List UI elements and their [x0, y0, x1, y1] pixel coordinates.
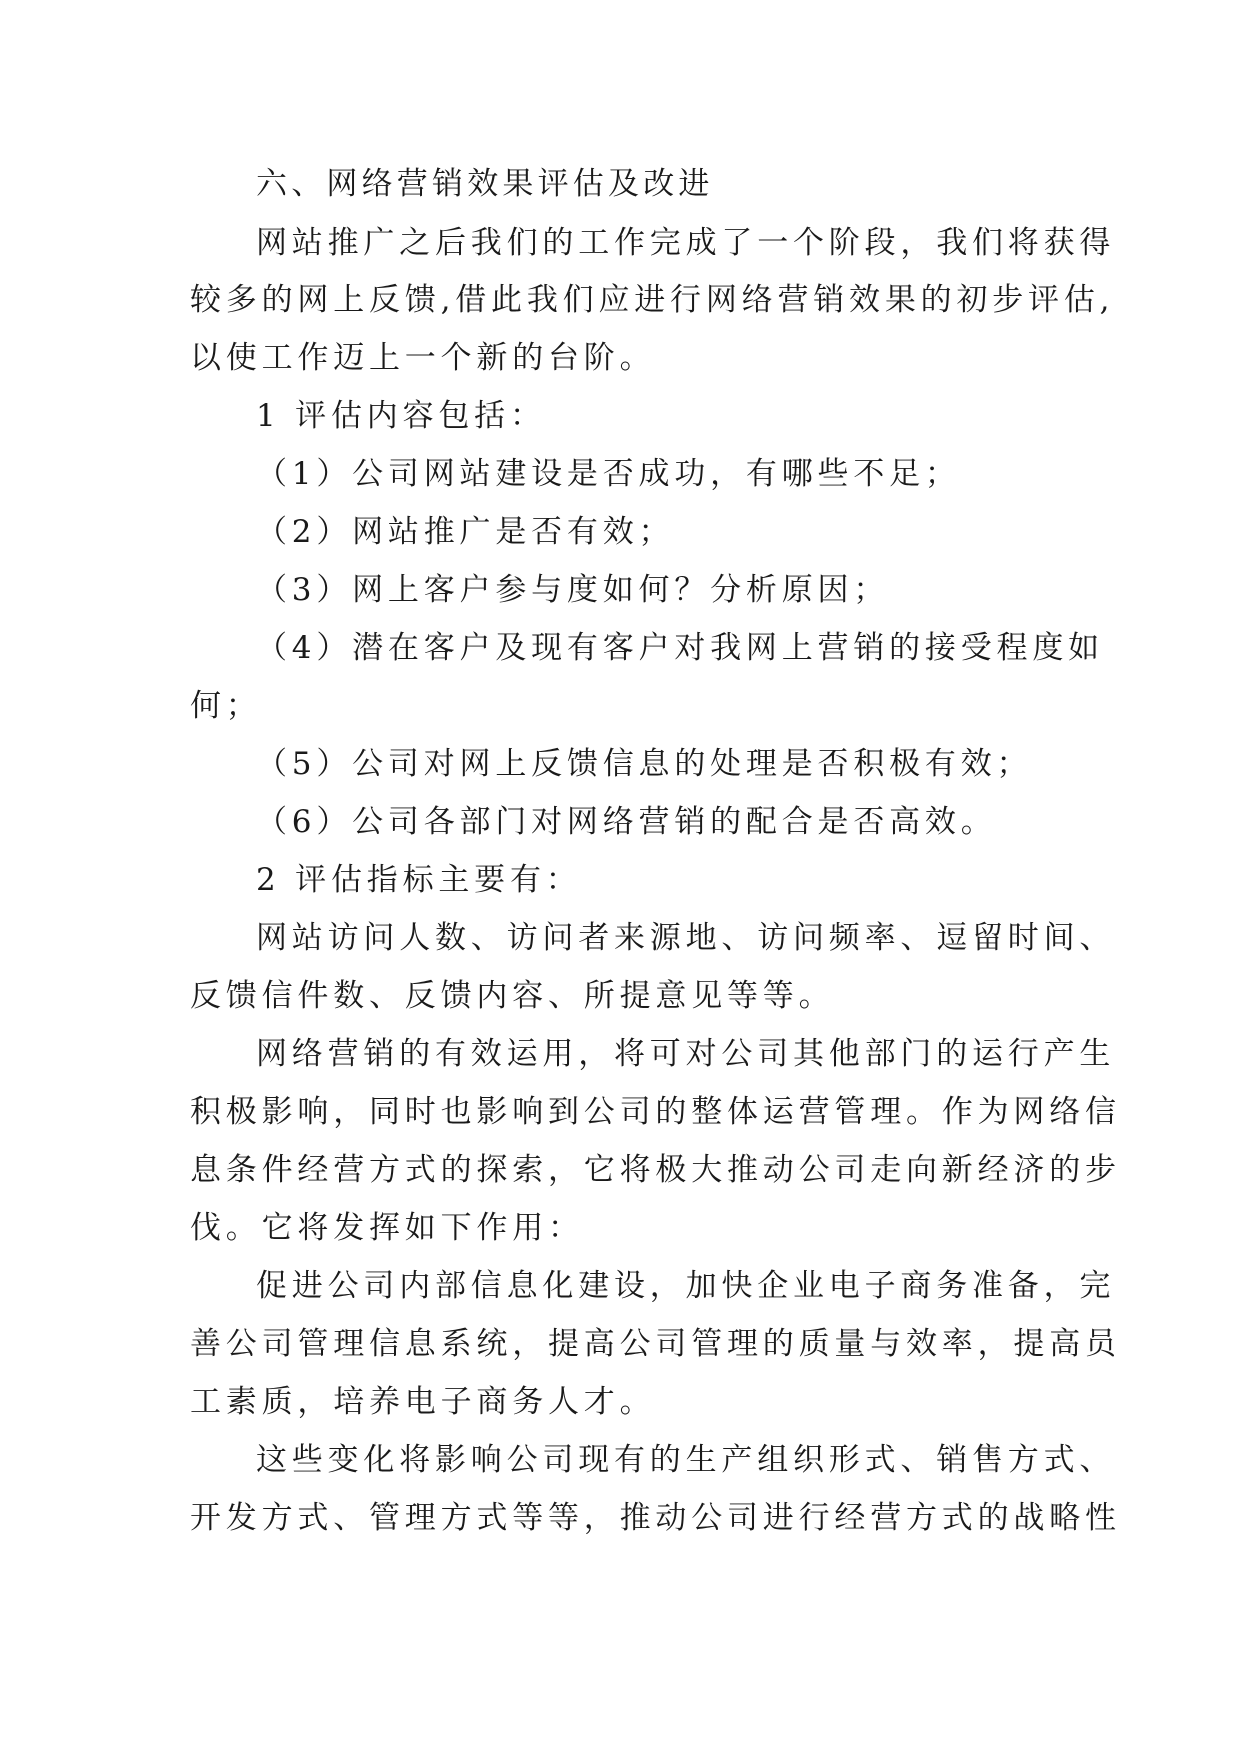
eval-content-item-3: （3）网上客户参与度如何？分析原因；	[256, 572, 890, 608]
eval-content-item-1: （1）公司网站建设是否成功，有哪些不足；	[256, 456, 961, 492]
eval-content-item-4: （4）潜在客户及现有客户对我网上营销的接受程度如	[256, 630, 1104, 666]
effect-line-1: 网络营销的有效运用，将可对公司其他部门的运行产生	[256, 1036, 1116, 1072]
promote-line-2: 善公司管理信息系统，提高公司管理的质量与效率，提高员	[190, 1326, 1121, 1362]
eval-content-item-5: （5）公司对网上反馈信息的处理是否积极有效；	[256, 746, 1033, 782]
eval-content-item-2: （2）网站推广是否有效；	[256, 514, 675, 550]
promote-line-3: 工素质，培养电子商务人才。	[190, 1384, 656, 1420]
promote-line-1: 促进公司内部信息化建设，加快企业电子商务准备，完	[256, 1268, 1116, 1304]
intro-line-1: 网站推广之后我们的工作完成了一个阶段，我们将获得	[256, 225, 1116, 261]
eval-indicators-heading: 2 评估指标主要有：	[256, 862, 582, 898]
effect-line-4: 伐。它将发挥如下作用：	[190, 1210, 584, 1246]
eval-indicators-line-2: 反馈信件数、反馈内容、所提意见等等。	[190, 978, 835, 1014]
effect-line-3: 息条件经营方式的探索，它将极大推动公司走向新经济的步	[190, 1152, 1121, 1188]
section-heading: 六、网络营销效果评估及改进	[256, 166, 714, 202]
eval-indicators-line-1: 网站访问人数、访问者来源地、访问频率、逗留时间、	[256, 920, 1116, 956]
intro-line-3: 以使工作迈上一个新的台阶。	[190, 340, 656, 376]
intro-line-2: 较多的网上反馈,借此我们应进行网络营销效果的初步评估,	[190, 282, 1115, 318]
eval-content-item-4-cont: 何；	[190, 688, 262, 724]
effect-line-2: 积极影响，同时也影响到公司的整体运营管理。作为网络信	[190, 1094, 1121, 1130]
change-line-2: 开发方式、管理方式等等，推动公司进行经营方式的战略性	[190, 1500, 1121, 1536]
eval-content-heading: 1 评估内容包括：	[256, 398, 546, 434]
eval-content-item-6: （6）公司各部门对网络营销的配合是否高效。	[256, 804, 997, 840]
change-line-1: 这些变化将影响公司现有的生产组织形式、销售方式、	[256, 1442, 1116, 1478]
